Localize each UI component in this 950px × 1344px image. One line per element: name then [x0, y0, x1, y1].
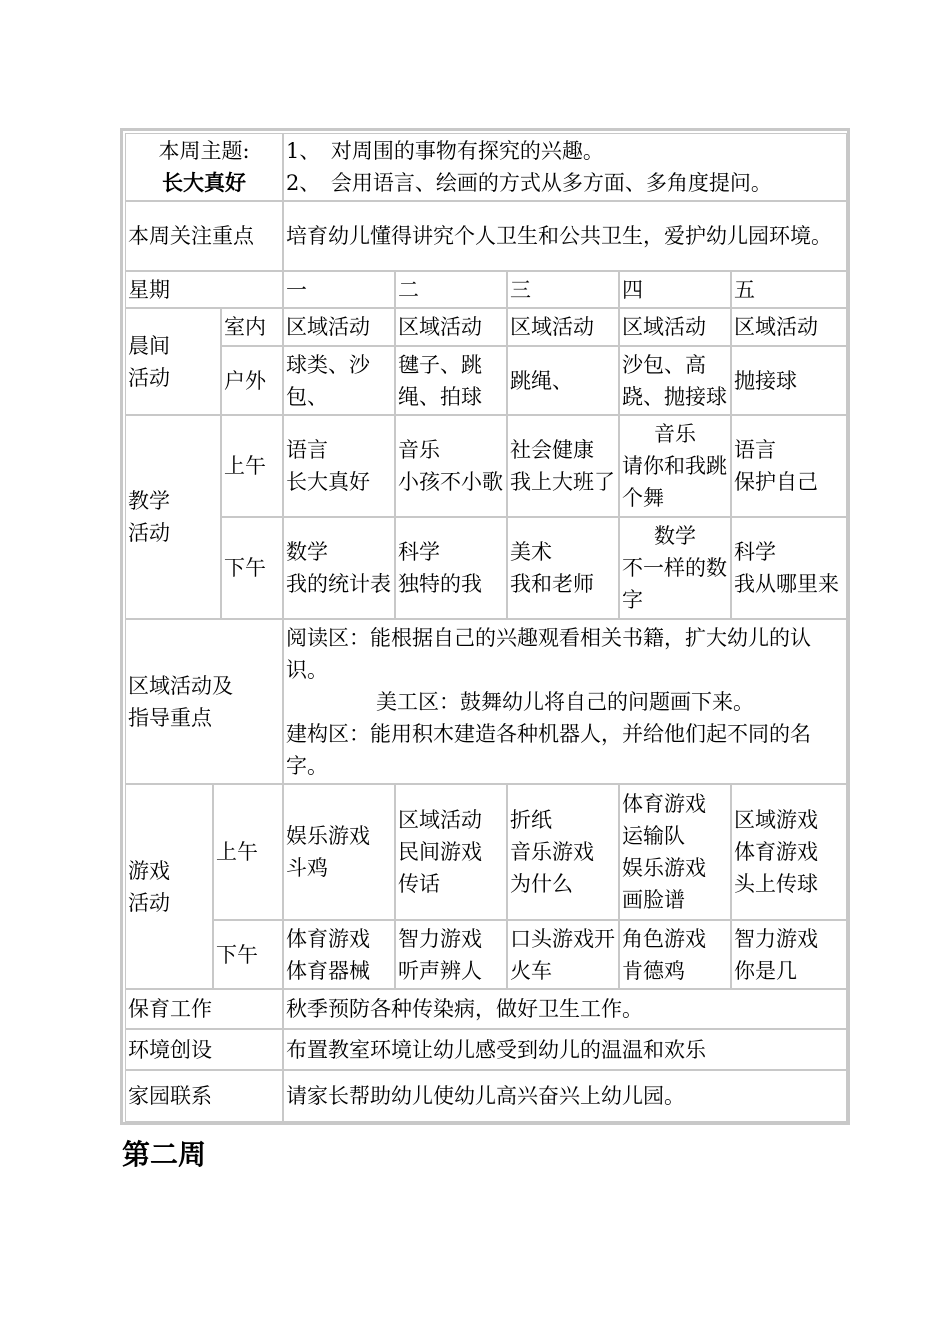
lesson-title: 不一样的数字 — [622, 556, 727, 612]
game-line: 运输队 — [622, 824, 685, 848]
day-header-text: 三 — [510, 277, 531, 302]
teaching-pm-cell — [507, 517, 619, 619]
lesson-subject: 音乐 — [398, 438, 440, 462]
teaching-label-line: 活动 — [128, 521, 170, 545]
games-am-cell — [395, 784, 507, 920]
game-line: 口头游戏开火车 — [510, 926, 615, 983]
areas-paragraph: 美工区：鼓舞幼儿将自己的问题画下来。 — [376, 689, 754, 714]
outdoor-text: 抛接球 — [734, 368, 797, 393]
game-line: 区域游戏 — [734, 808, 818, 832]
day-header-text: 一 — [286, 277, 307, 302]
teaching-pm-cell — [283, 517, 395, 619]
lesson-title: 请你和我跳个舞 — [622, 454, 727, 510]
games-pm-cell — [507, 920, 619, 989]
games-pm-cell — [731, 920, 847, 989]
games-pm-label: 下午 — [216, 942, 258, 967]
games-pm-cell — [395, 920, 507, 989]
theme-title: 长大真好 — [162, 170, 246, 195]
games-pm-label-cell — [213, 920, 283, 989]
games-am-cell — [731, 784, 847, 920]
lesson-title: 独特的我 — [398, 572, 482, 596]
areas-label-line: 指导重点 — [128, 705, 212, 730]
home-label-cell — [125, 1070, 283, 1122]
outdoor-text: 毽子、跳绳、拍球 — [398, 352, 482, 409]
outdoor-cell — [619, 346, 731, 415]
theme-goal: 1、 对周围的事物有探究的兴趣。 — [286, 139, 604, 163]
outdoor-text: 跳绳、 — [510, 368, 573, 393]
morning-label-line: 活动 — [128, 365, 170, 390]
games-am-label: 上午 — [216, 840, 258, 864]
indoor-text: 区域活动 — [734, 315, 818, 339]
game-line: 娱乐游戏 — [286, 824, 370, 848]
care-text-cell — [283, 989, 847, 1029]
theme-goal: 2、 会用语言、绘画的方式从多方面、多角度提问。 — [286, 171, 772, 195]
game-line: 斗鸡 — [286, 856, 328, 880]
games-am-label-cell — [213, 784, 283, 920]
care-text: 秋季预防各种传染病，做好卫生工作。 — [286, 997, 643, 1021]
outdoor-label: 户外 — [224, 368, 266, 393]
outdoor-text: 沙包、高跷、抛接球 — [622, 352, 727, 409]
lesson-title: 我的统计表 — [286, 572, 391, 596]
games-pm-cell — [283, 920, 395, 989]
game-line: 体育游戏 — [622, 792, 706, 816]
outdoor-cell — [283, 346, 395, 415]
day-header-text: 四 — [622, 277, 643, 302]
days-label-cell — [125, 271, 283, 308]
game-line: 音乐游戏 — [510, 840, 594, 864]
teaching-am-cell — [283, 415, 395, 517]
indoor-text: 区域活动 — [510, 315, 594, 339]
lesson-subject: 科学 — [398, 540, 440, 564]
games-am-cell — [507, 784, 619, 920]
focus-text: 培育幼儿懂得讲究个人卫生和公共卫生，爱护幼儿园环境。 — [286, 224, 832, 248]
lesson-subject: 科学 — [734, 540, 776, 564]
home-text-cell — [283, 1070, 847, 1122]
day-header — [731, 271, 847, 308]
lesson-title: 小孩不小歌 — [398, 470, 503, 494]
indoor-cell — [731, 308, 847, 346]
indoor-label: 室内 — [224, 315, 266, 339]
game-line: 肯德鸡 — [622, 958, 685, 983]
morning-label-cell — [125, 308, 221, 415]
teaching-am-cell — [619, 415, 731, 517]
care-label-cell — [125, 989, 283, 1029]
game-line: 智力游戏 — [734, 926, 818, 951]
outdoor-cell — [507, 346, 619, 415]
outdoor-cell — [731, 346, 847, 415]
indoor-text: 区域活动 — [398, 315, 482, 339]
game-line: 娱乐游戏 — [622, 856, 706, 880]
lesson-subject: 音乐 — [654, 422, 696, 446]
game-line: 传话 — [398, 872, 440, 896]
outdoor-cell — [395, 346, 507, 415]
weekly-plan-table — [120, 128, 850, 1125]
day-header — [507, 271, 619, 308]
areas-paragraph: 建构区：能用积木建造各种机器人，并给他们起不同的名字。 — [286, 721, 811, 778]
indoor-cell — [619, 308, 731, 346]
theme-label-cell — [125, 133, 283, 201]
teaching-am-label: 上午 — [224, 454, 266, 478]
day-header-text: 二 — [398, 277, 419, 302]
lesson-title: 我从哪里来 — [734, 572, 839, 596]
day-header — [619, 271, 731, 308]
lesson-subject: 社会健康 — [510, 438, 594, 462]
game-line: 角色游戏 — [622, 926, 706, 951]
teaching-pm-label-cell — [221, 517, 283, 619]
lesson-title: 保护自己 — [734, 470, 818, 494]
game-line: 折纸 — [510, 808, 552, 832]
focus-text-cell — [283, 201, 847, 271]
teaching-pm-cell — [731, 517, 847, 619]
morning-label-line: 晨间 — [128, 333, 170, 358]
game-line: 智力游戏 — [398, 926, 482, 951]
lesson-title: 长大真好 — [286, 470, 370, 494]
environment-label-cell — [125, 1029, 283, 1070]
lesson-title: 我和老师 — [510, 572, 594, 596]
lesson-subject: 数学 — [286, 540, 328, 564]
focus-label-cell — [125, 201, 283, 271]
environment-label: 环境创设 — [128, 1037, 212, 1062]
days-label: 星期 — [128, 277, 170, 302]
game-line: 为什么 — [510, 872, 573, 896]
day-header-text: 五 — [734, 277, 755, 302]
teaching-am-label-cell — [221, 415, 283, 517]
focus-label: 本周关注重点 — [128, 224, 254, 248]
day-header — [395, 271, 507, 308]
indoor-text: 区域活动 — [286, 315, 370, 339]
areas-paragraph: 阅读区：能根据自己的兴趣观看相关书籍，扩大幼儿的认识。 — [286, 625, 811, 682]
games-pm-cell — [619, 920, 731, 989]
games-label-cell — [125, 784, 213, 989]
games-label-line: 游戏 — [128, 858, 170, 883]
teaching-label-cell — [125, 415, 221, 619]
teaching-label-line: 教学 — [128, 489, 170, 513]
lesson-subject: 数学 — [654, 524, 696, 548]
teaching-pm-cell — [395, 517, 507, 619]
environment-text: 布置教室环境让幼儿感受到幼儿的温温和欢乐 — [286, 1037, 706, 1062]
teaching-pm-cell — [619, 517, 731, 619]
teaching-am-cell — [507, 415, 619, 517]
game-line: 听声辨人 — [398, 958, 482, 983]
game-line: 体育器械 — [286, 958, 370, 983]
indoor-cell — [283, 308, 395, 346]
game-line: 画脸谱 — [622, 888, 685, 912]
lesson-subject: 语言 — [286, 438, 328, 462]
theme-goals-cell — [283, 133, 847, 201]
indoor-cell — [395, 308, 507, 346]
lesson-title: 我上大班了 — [510, 470, 615, 494]
home-text: 请家长帮助幼儿使幼儿高兴奋兴上幼儿园。 — [286, 1084, 685, 1108]
indoor-label-cell — [221, 308, 283, 346]
game-line: 你是几 — [734, 958, 797, 983]
games-am-cell — [619, 784, 731, 920]
theme-label: 本周主题: — [158, 139, 250, 163]
game-line: 头上传球 — [734, 872, 818, 896]
areas-label-line: 区域活动及 — [128, 673, 233, 698]
day-header — [283, 271, 395, 308]
game-line: 区域活动 — [398, 808, 482, 832]
outdoor-text: 球类、沙包、 — [286, 352, 370, 409]
games-am-cell — [283, 784, 395, 920]
teaching-pm-label: 下午 — [224, 556, 266, 580]
game-line: 体育游戏 — [286, 926, 370, 951]
game-line: 民间游戏 — [398, 840, 482, 864]
environment-text-cell — [283, 1029, 847, 1070]
areas-label-cell — [125, 619, 283, 784]
care-label: 保育工作 — [128, 997, 212, 1021]
indoor-text: 区域活动 — [622, 315, 706, 339]
lesson-subject: 语言 — [734, 438, 776, 462]
teaching-am-cell — [731, 415, 847, 517]
home-label: 家园联系 — [128, 1084, 212, 1108]
indoor-cell — [507, 308, 619, 346]
next-week-heading: 第二周 — [122, 1138, 207, 1171]
games-label-line: 活动 — [128, 890, 170, 915]
lesson-subject: 美术 — [510, 540, 552, 564]
game-line: 体育游戏 — [734, 840, 818, 864]
outdoor-label-cell — [221, 346, 283, 415]
teaching-am-cell — [395, 415, 507, 517]
areas-guidance-cell — [283, 619, 847, 784]
